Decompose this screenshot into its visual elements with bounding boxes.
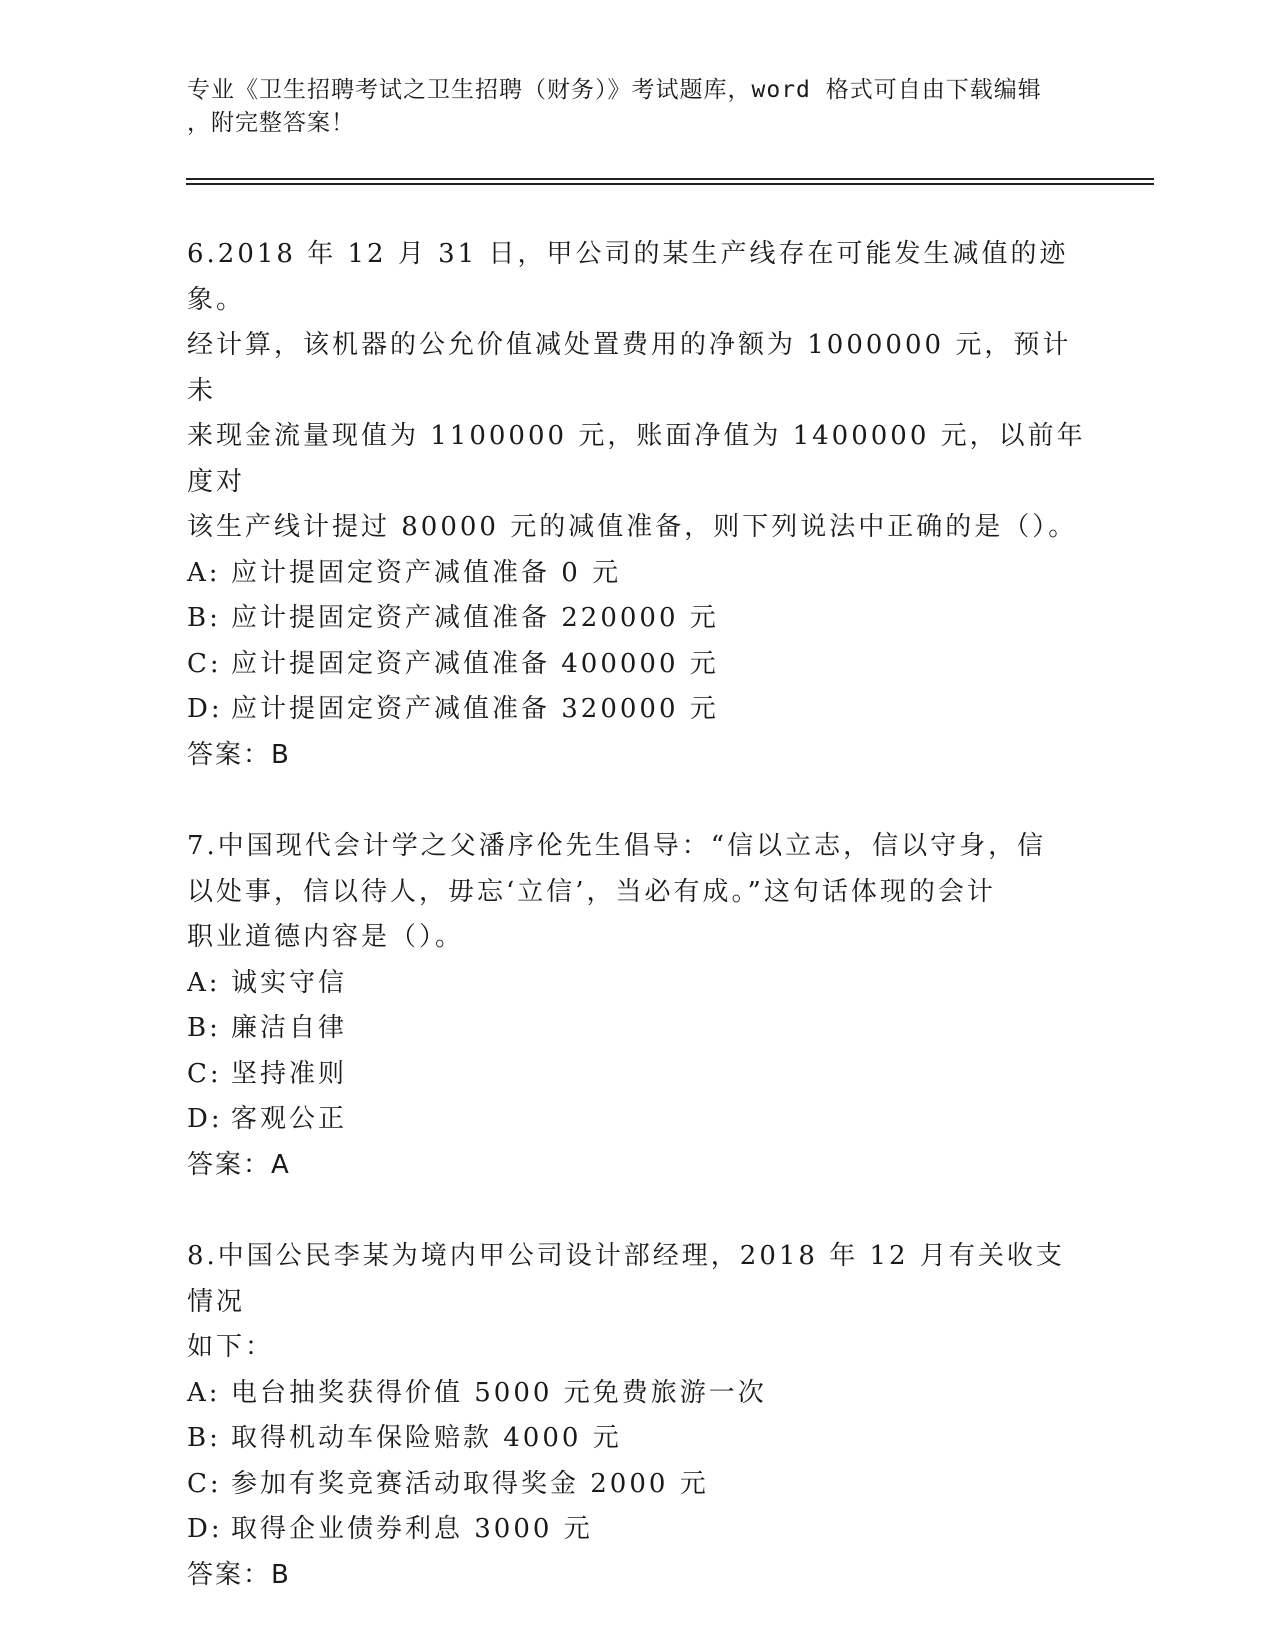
option-c	[187, 642, 1087, 688]
option-letter: D:	[187, 1104, 223, 1134]
page-header	[187, 74, 1087, 140]
stem-line: 以处事，信以待人，毋忘‘立信’，当必有成。”这句话体现的会计	[187, 876, 996, 907]
option-letter: A:	[187, 1377, 221, 1408]
option-letter: B:	[187, 1423, 221, 1453]
header-line-2: ，附完整答案！	[187, 110, 355, 136]
option-text: 客观公正	[231, 1104, 348, 1134]
option-d	[187, 1507, 1087, 1553]
option-text: 应计提固定资产减值准备 0 元	[231, 557, 622, 588]
option-a	[187, 551, 1087, 597]
option-d	[187, 687, 1087, 733]
header-divider-top	[186, 178, 1154, 180]
option-letter: C:	[187, 1468, 222, 1499]
stem-line: 8.中国公民李某为境内甲公司设计部经理，2018 年 12 月有关收支情况	[187, 1241, 1065, 1317]
option-a	[187, 961, 1087, 1007]
stem-line: 职业道德内容是（）。	[187, 922, 465, 952]
option-letter: C:	[187, 648, 222, 679]
option-text: 应计提固定资产减值准备 320000 元	[231, 694, 719, 724]
stem-line: 该生产线计提过 80000 元的减值准备，则下列说法中正确的是（）。	[187, 512, 1078, 542]
stem-line: 6.2018 年 12 月 31 日，甲公司的某生产线存在可能发生减值的迹象。	[187, 239, 1069, 315]
question-7	[187, 824, 1087, 1188]
question-8	[187, 1234, 1087, 1598]
option-letter: D:	[187, 694, 223, 724]
option-text: 廉洁自律	[231, 1013, 348, 1043]
stem-line: 经计算，该机器的公允价值减处置费用的净额为 1000000 元，预计未	[187, 330, 1072, 406]
option-letter: B:	[187, 603, 221, 633]
option-text: 电台抽奖获得价值 5000 元免费旅游一次	[231, 1377, 767, 1408]
question-stem	[187, 1234, 1087, 1371]
answer-line: 答案：B	[187, 1559, 291, 1590]
option-letter: B:	[187, 1013, 221, 1043]
question-list	[187, 232, 1087, 1644]
stem-line: 7.中国现代会计学之父潘序伦先生倡导：“信以立志，信以守身，信	[187, 831, 1047, 861]
stem-line: 如下：	[187, 1332, 275, 1362]
question-6	[187, 232, 1087, 778]
option-text: 应计提固定资产减值准备 400000 元	[231, 648, 719, 679]
answer-line: 答案：A	[187, 1149, 291, 1180]
option-letter: A:	[187, 557, 221, 588]
option-b	[187, 1416, 1087, 1462]
answer-line: 答案：B	[187, 739, 291, 770]
option-text: 应计提固定资产减值准备 220000 元	[231, 603, 719, 633]
option-text: 参加有奖竞赛活动取得奖金 2000 元	[231, 1468, 709, 1499]
option-letter: A:	[187, 967, 221, 998]
option-text: 坚持准则	[231, 1058, 348, 1089]
stem-line: 来现金流量现值为 1100000 元，账面净值为 1400000 元，以前年度对	[187, 421, 1086, 497]
question-stem	[187, 232, 1087, 551]
option-c	[187, 1052, 1087, 1098]
option-a	[187, 1371, 1087, 1417]
header-divider-bottom	[186, 183, 1154, 185]
option-b	[187, 596, 1087, 642]
option-b	[187, 1006, 1087, 1052]
header-line-1: 专业《卫生招聘考试之卫生招聘（财务）》考试题库，word 格式可自由下载编辑	[187, 77, 1042, 103]
option-text: 取得企业债券利息 3000 元	[231, 1514, 593, 1544]
option-text: 取得机动车保险赔款 4000 元	[231, 1423, 622, 1453]
question-stem	[187, 824, 1087, 961]
option-letter: C:	[187, 1058, 222, 1089]
option-letter: D:	[187, 1514, 223, 1544]
option-text: 诚实守信	[231, 967, 348, 998]
option-d	[187, 1097, 1087, 1143]
option-c	[187, 1462, 1087, 1508]
